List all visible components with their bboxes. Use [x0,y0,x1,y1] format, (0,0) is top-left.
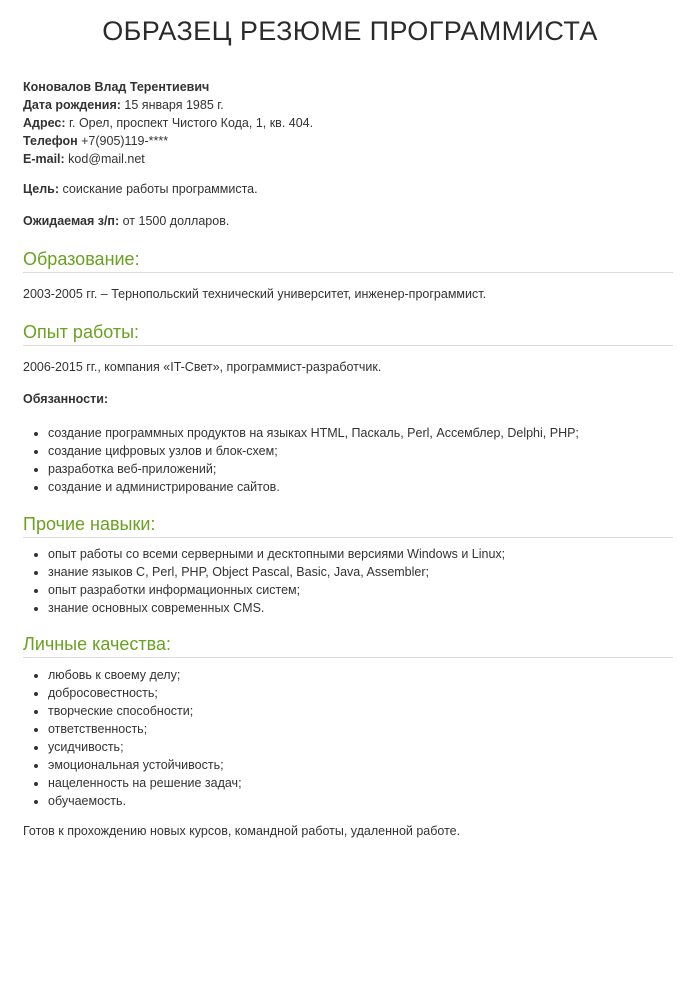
list-item: • создание цифровых узлов и блок-схем; [48,442,579,460]
qualities-heading: Личные качества: [23,633,673,658]
list-item: • знание основных современных CMS. [48,599,505,617]
list-item: • создание программных продуктов на языках HTML, Паскаль, Perl, Ассемблер, Delphi, PHP; [48,424,579,442]
list-item: • эмоциональная устойчивость; [48,756,242,774]
email-value: kod@mail.net [64,152,145,166]
duties-list [23,424,579,496]
contact-address-row [23,114,313,132]
address-label: Адрес: [23,116,66,130]
phone-label: Телефон [23,134,78,148]
list-item: • разработка веб-приложений; [48,460,579,478]
goal-value: соискание работы программиста. [59,182,258,196]
phone-value: +7(905)119-**** [77,134,169,148]
qualities-list [23,666,242,810]
contact-name: Коновалов Влад Терентиевич [23,80,210,94]
birth-label: Дата рождения: [23,98,121,112]
birth-value: 15 января 1985 г. [120,98,224,112]
duties-label: Обязанности: [23,392,109,406]
education-heading: Образование: [23,248,673,273]
list-item: • усидчивость; [48,738,242,756]
experience-text: 2006-2015 гг., компания «IT-Свет», программист-разработчик. [23,360,382,374]
list-item: • творческие способности; [48,702,242,720]
list-item: • опыт разработки информационных систем; [48,581,505,599]
duties-label-line [23,392,108,406]
experience-heading: Опыт работы: [23,321,673,346]
contact-birth-row [23,96,313,114]
list-item: • знание языков C, Perl, PHP, Object Pascal, Basic, Java, Assembler; [48,563,505,581]
goal-label: Цель: [23,182,60,196]
list-item: • ответственность; [48,720,242,738]
education-text: 2003-2005 гг. – Тернопольский технический университет, инженер-программист. [23,287,487,301]
contact-phone-row [23,132,313,150]
list-item: • нацеленность на решение задач; [48,774,242,792]
list-item: • добросовестность; [48,684,242,702]
closing-text: Готов к прохождению новых курсов, командной работы, удаленной работе. [23,824,461,838]
contact-email-row [23,150,313,168]
list-item: • любовь к своему делу; [48,666,242,684]
salary-value: от 1500 долларов. [119,214,230,228]
contact-name-row [23,78,313,96]
skills-list [23,545,505,617]
page-title: ОБРАЗЕЦ РЕЗЮМЕ ПРОГРАММИСТА [102,16,598,46]
email-label: E-mail: [23,152,65,166]
skills-heading: Прочие навыки: [23,513,673,538]
goal-line [23,182,258,196]
contact-block [23,78,313,168]
salary-label: Ожидаемая з/п: [23,214,120,228]
salary-line [23,214,229,228]
list-item: • создание и администрирование сайтов. [48,478,579,496]
address-value: г. Орел, проспект Чистого Кода, 1, кв. 404. [65,116,314,130]
list-item: • обучаемость. [48,792,242,810]
list-item: • опыт работы со всеми серверными и десктопными версиями Windows и Linux; [48,545,505,563]
